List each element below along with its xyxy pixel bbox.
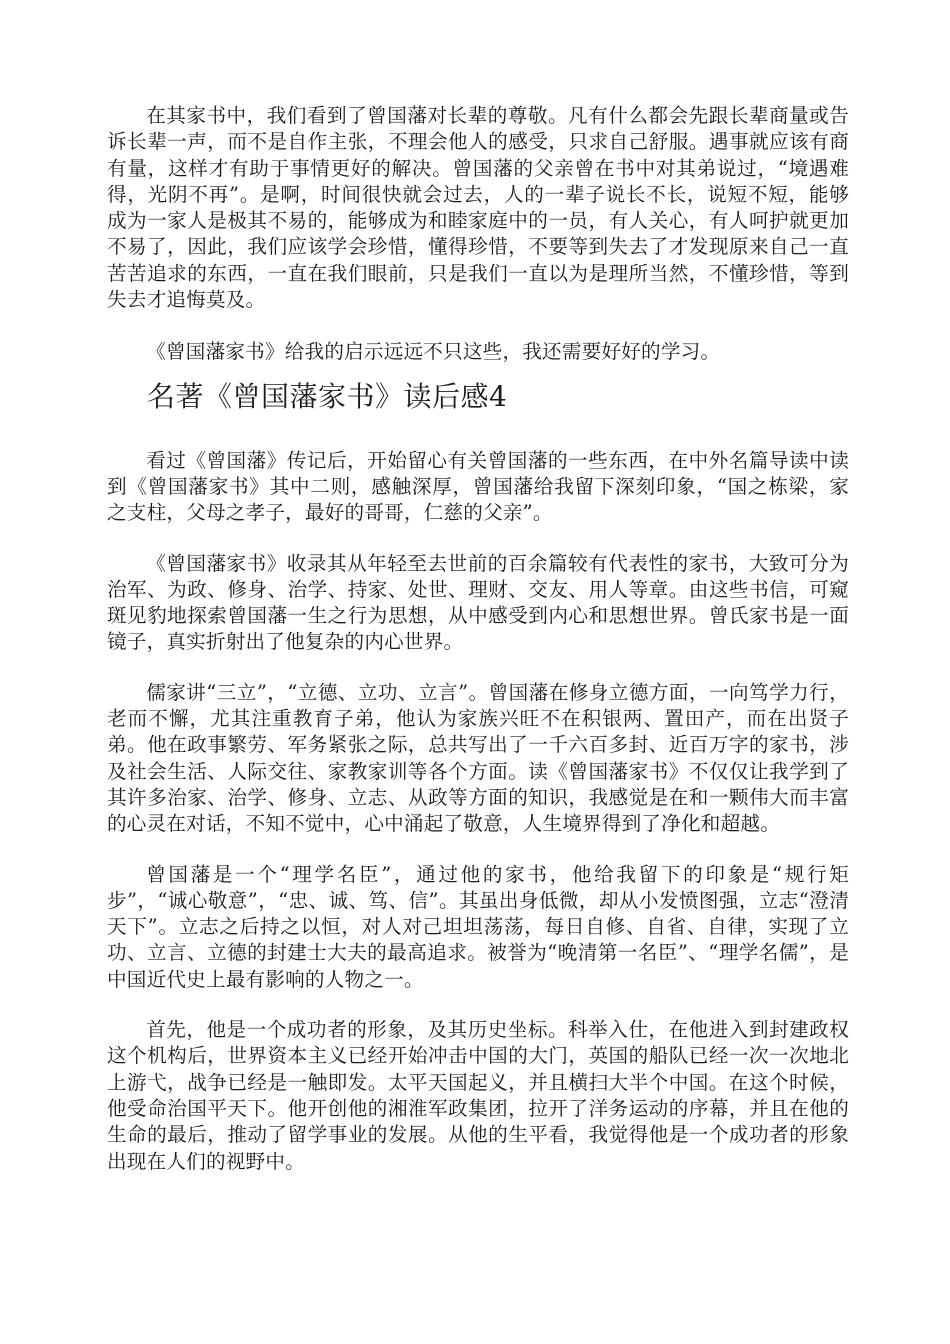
body-paragraph: 曾国藩是一个“理学名臣”，通过他的家书，他给我留下的印象是“规行矩步”，“诚心敬意”，“忠、诚、笃、信”。其虽出身低微，却从小发愤图强，立志“澄清天下”。立志之后持之以恒，对人对己坦坦荡荡，每日自修、自省、自律，实现了立功、立言、立德的封建士大夫的最高追求。被誉为“晚清第一名臣”、“理学名儒”，是中国近代史上最有影响的人物之一。 <box>107 862 849 991</box>
body-paragraph: 首先，他是一个成功者的形象，及其历史坐标。科举入仕，在他进入到封建政权这个机构后，世界资本主义已经开始冲击中国的大门，英国的船队已经一次一次地北上游弋，战争已经是一触即发。太平天国起义，并且横扫大半个中国。在这个时候，他受命治国平天下。他开创他的湘淮军政集团，拉开了洋务运动的序幕，并且在他的生命的最后，推动了留学事业的发展。从他的生平看，我觉得他是一个成功者的形象出现在人们的视野中。 <box>107 1018 849 1173</box>
body-paragraph: 儒家讲“三立”，“立德、立功、立言”。曾国藩在修身立德方面，一向笃学力行，老而不懈，尤其注重教育子弟，他认为家族兴旺不在积银两、置田产，而在出贤子弟。他在政事繁劳、军务紧张之际，总共写出了一千六百多封、近百万字的家书，涉及社会生活、人际交往、家教家训等各个方面。读《曾国藩家书》不仅仅让我学到了其许多治家、治学、修身、立志、从政等方面的知识，我感觉是在和一颗伟大而丰富的心灵在对话，不知不觉中，心中涌起了敬意，人生境界得到了净化和超越。 <box>107 680 849 836</box>
body-paragraph: 看过《曾国藩》传记后，开始留心有关曾国藩的一些东西，在中外名篇导读中读到《曾国藩家书》其中二则，感触深厚，曾国藩给我留下深刻印象，“国之栋梁，家之支柱，父母之孝子，最好的哥哥，仁慈的父亲”。 <box>107 448 849 525</box>
section-title: 名著《曾国藩家书》读后感4 <box>147 379 508 413</box>
body-paragraph: 在其家书中，我们看到了曾国藩对长辈的尊敬。凡有什么都会先跟长辈商量或告诉长辈一声，而不是自作主张，不理会他人的感受，只求自己舒服。遇事就应该有商有量，这样才有助于事情更好的解决。曾国藩的父亲曾在书中对其弟说过，“境遇难得，光阴不再”。是啊，时间很快就会过去，人的一辈子说长不长，说短不短，能够成为一家人是极其不易的，能够成为和睦家庭中的一员，有人关心，有人呵护就更加不易了，因此，我们应该学会珍惜，懂得珍惜，不要等到失去了才发现原来自己一直苦苦追求的东西，一直在我们眼前，只是我们一直以为是理所当然，不懂珍惜，等到失去才追悔莫及。 <box>107 104 849 312</box>
body-paragraph: 《曾国藩家书》给我的启示远远不只这些，我还需要好好的学习。 <box>146 340 721 364</box>
body-paragraph: 《曾国藩家书》收录其从年轻至去世前的百余篇较有代表性的家书，大致可分为治军、为政、修身、治学、持家、处世、理财、交友、用人等章。由这些书信，可窥斑见豹地探索曾国藩一生之行为思想，从中感受到内心和思想世界。曾氏家书是一面镜子，真实折射出了他复杂的内心世界。 <box>107 551 849 654</box>
document-page <box>107 103 849 1175</box>
